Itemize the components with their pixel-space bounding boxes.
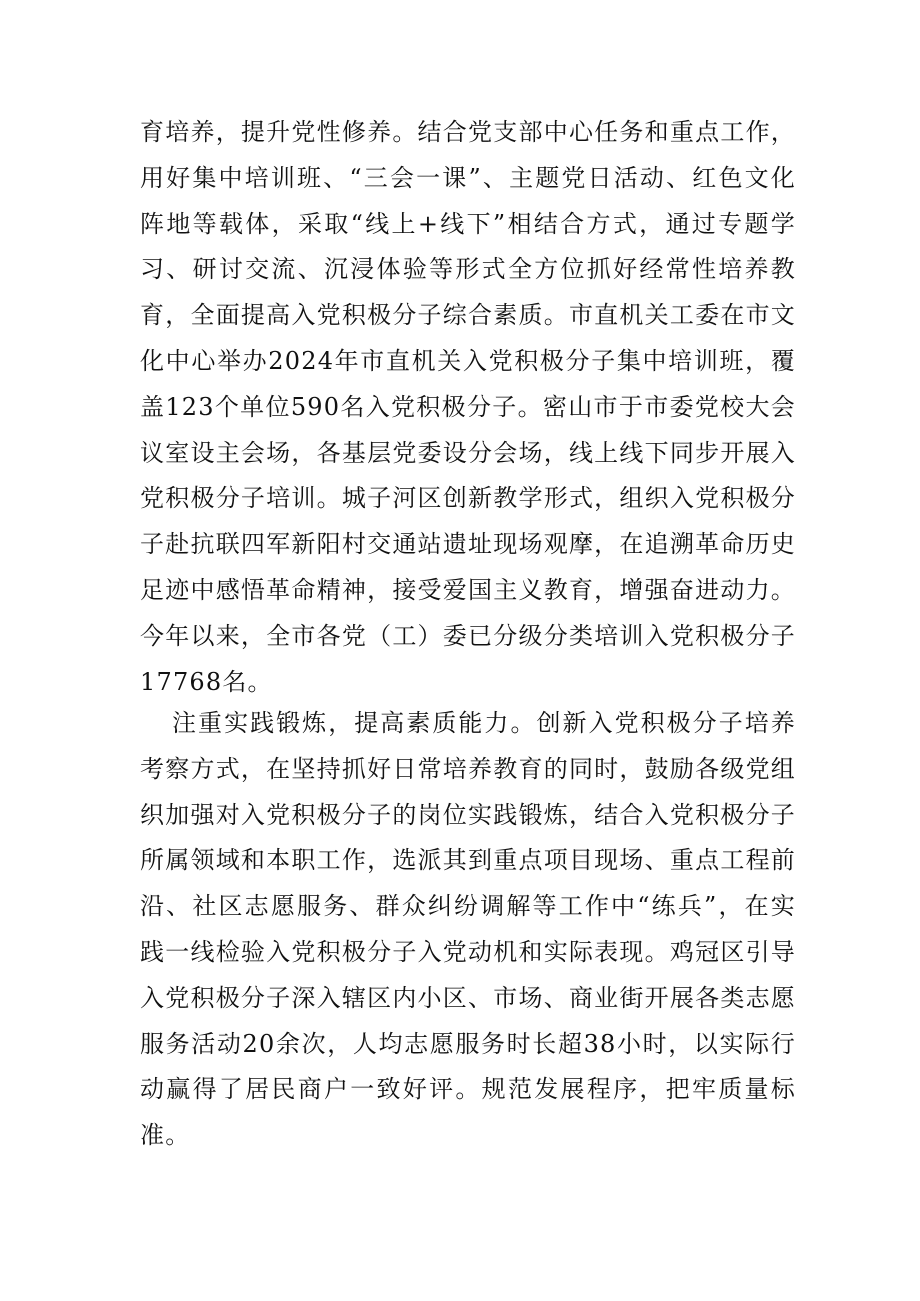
paragraph-2: 注重实践锻炼，提高素质能力。创新入党积极分子培养考察方式，在坚持抓好日常培养教育的同时，鼓励各级党组织加强对入党积极分子的岗位实践锻炼，结合入党积极分子所属领域和本职工作，选派其到重点项目现场、重点工程前沿、社区志愿服务、群众纠纷调解等工作中“练兵”，在实践一线检验入党积极分子入党动机和实际表现。鸡冠区引导入党积极分子深入辖区内小区、市场、商业街开展各类志愿服务活动20余次，人均志愿服务时长超38小时，以实际行动赢得了居民商户一致好评。规范发展程序，把牢质量标准。 (140, 709, 796, 1150)
body-text-block-2 (140, 701, 796, 1159)
body-text-block-1 (140, 110, 796, 705)
paragraph-1: 育培养，提升党性修养。结合党支部中心任务和重点工作，用好集中培训班、“三会一课”、主题党日活动、红色文化阵地等载体，采取“线上+线下”相结合方式，通过专题学习、研讨交流、沉浸体验等形式全方位抓好经常性培养教育，全面提高入党积极分子综合素质。市直机关工委在市文化中心举办2024年市直机关入党积极分子集中培训班，覆盖123个单位590名入党积极分子。密山市于市委党校大会议室设主会场，各基层党委设分会场，线上线下同步开展入党积极分子培训。城子河区创新教学形式，组织入党积极分子赴抗联四军新阳村交通站遗址现场观摩，在追溯革命历史足迹中感悟革命精神，接受爱国主义教育，增强奋进动力。今年以来，全市各党（工）委已分级分类培训入党积极分子17768名。 (140, 118, 796, 696)
